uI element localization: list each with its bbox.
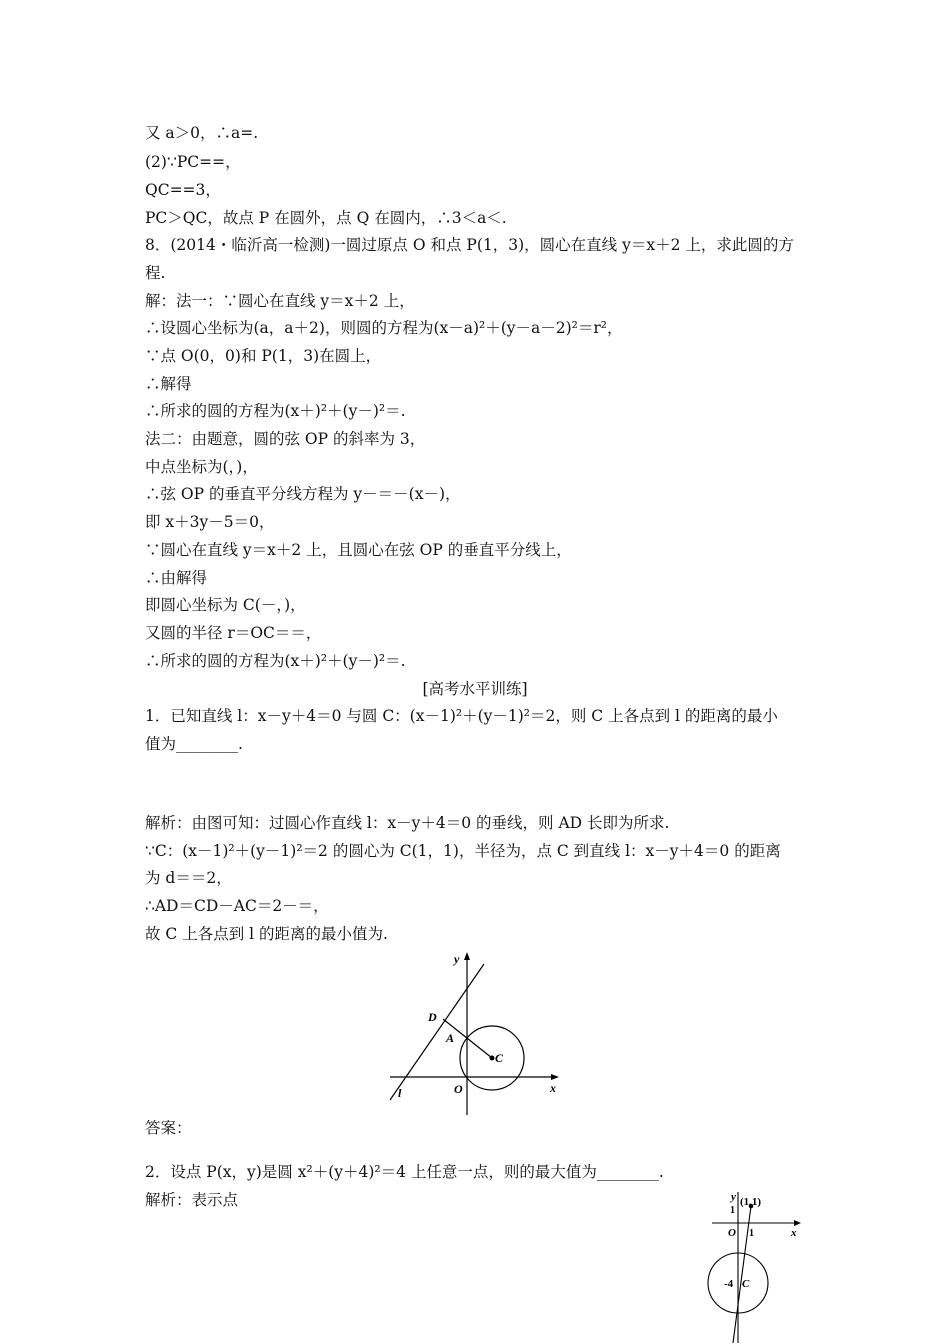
- x-axis-label: x: [550, 1081, 556, 1095]
- text-line: 中点坐标为(，)，: [145, 458, 258, 476]
- text-line: ∴解得: [145, 375, 192, 393]
- question-2-line: 2．设点 P(x，y)是圆 x²＋(y＋4)²＝4 上任意一点，则的最大值为________.: [145, 1163, 664, 1181]
- text-line: 又 a＞0，∴a=.: [145, 124, 259, 142]
- text-line: (2)∵PC==，: [145, 153, 241, 171]
- solution-2-line: 解析：表示点: [145, 1191, 239, 1209]
- figure-1-diagram: [380, 950, 570, 1120]
- text-line: ∴所求的圆的方程为(x＋)²＋(y－)²＝.: [145, 402, 406, 420]
- x-arrow-icon: [551, 1074, 559, 1080]
- text-line: 法二：由题意，圆的弦 OP 的斜率为 3，: [145, 430, 426, 448]
- y-arrow-icon: [464, 952, 470, 960]
- point-c-label: C: [495, 1051, 504, 1065]
- text-line: QC==3，: [145, 181, 221, 199]
- x-axis-label: x: [791, 1227, 797, 1239]
- text-line: ∴由解得: [145, 569, 208, 587]
- solution-1-line: 故 C 上各点到 l 的距离的最小值为.: [145, 925, 388, 943]
- center-point: [490, 1056, 495, 1061]
- origin-label: O: [454, 1082, 463, 1096]
- text-line: ∴弦 OP 的垂直平分线方程为 y－＝－(x－)，: [145, 485, 461, 503]
- question-1-line: 值为________.: [145, 735, 243, 753]
- tick-1-y: 1: [730, 1205, 735, 1216]
- y-axis-label: y: [454, 952, 460, 966]
- tick-minus-4: -4: [724, 1278, 734, 1290]
- y-axis-label: y: [731, 1191, 736, 1203]
- problem-8-line: 8．(2014・临沂高一检测)一圆过原点 O 和点 P(1，3)，圆心在直线 y＝x＋2 上，求此圆的方: [145, 236, 794, 254]
- line-l: [390, 964, 484, 1100]
- question-1-line: 1．已知直线 l：x－y＋4＝0 与圆 C：(x－1)²＋(y－1)²＝2，则 C 上各点到 l 的距离的最小: [145, 707, 778, 725]
- solution-1-line: ∵C：(x－1)²＋(y－1)²＝2 的圆心为 C(1，1)，半径为，点 C 到直线 l：x－y＋4＝0 的距离: [145, 842, 781, 860]
- text-line: 解：法一：∵圆心在直线 y＝x＋2 上，: [145, 292, 415, 310]
- figure-2-diagram: [700, 1188, 812, 1344]
- point-d-label: D: [428, 1010, 437, 1024]
- origin-label: O: [728, 1227, 736, 1239]
- answer-label: 答案：: [145, 1119, 192, 1137]
- text-line: 程.: [145, 264, 166, 282]
- text-line: 即 x＋3y－5＝0，: [145, 513, 275, 531]
- point-label: (1,1): [740, 1196, 762, 1208]
- text-line: ∵圆心在直线 y＝x＋2 上，且圆心在弦 OP 的垂直平分线上，: [145, 541, 572, 559]
- text-line: 即圆心坐标为 C(－，)，: [145, 596, 306, 614]
- point-a-label: A: [446, 1031, 455, 1045]
- center-label: C: [742, 1278, 750, 1290]
- solution-1-line: 为 d＝＝2，: [145, 869, 232, 887]
- text-line: ∴设圆心坐标为(a，a＋2)，则圆的方程为(x－a)²＋(y－a－2)²＝r²，: [145, 319, 623, 337]
- solution-1-line: 解析：由图可知：过圆心作直线 l：x－y＋4＝0 的垂线，则 AD 长即为所求.: [145, 814, 670, 832]
- x-arrow-icon: [794, 1220, 801, 1226]
- tick-1-x: 1: [749, 1228, 754, 1239]
- text-line: ∵点 O(0，0)和 P(1，3)在圆上，: [145, 347, 382, 365]
- solution-1-line: ∴AD＝CD－AC＝2－＝，: [145, 897, 329, 915]
- text-line: 又圆的半径 r＝OC＝＝，: [145, 624, 322, 642]
- text-line: PC＞QC，故点 P 在圆外，点 Q 在圆内，∴3＜a＜.: [145, 209, 507, 227]
- text-line: ∴所求的圆的方程为(x＋)²＋(y－)²＝.: [145, 652, 406, 670]
- section-title: [高考水平训练]: [422, 680, 528, 698]
- line-l-label: l: [398, 1086, 402, 1100]
